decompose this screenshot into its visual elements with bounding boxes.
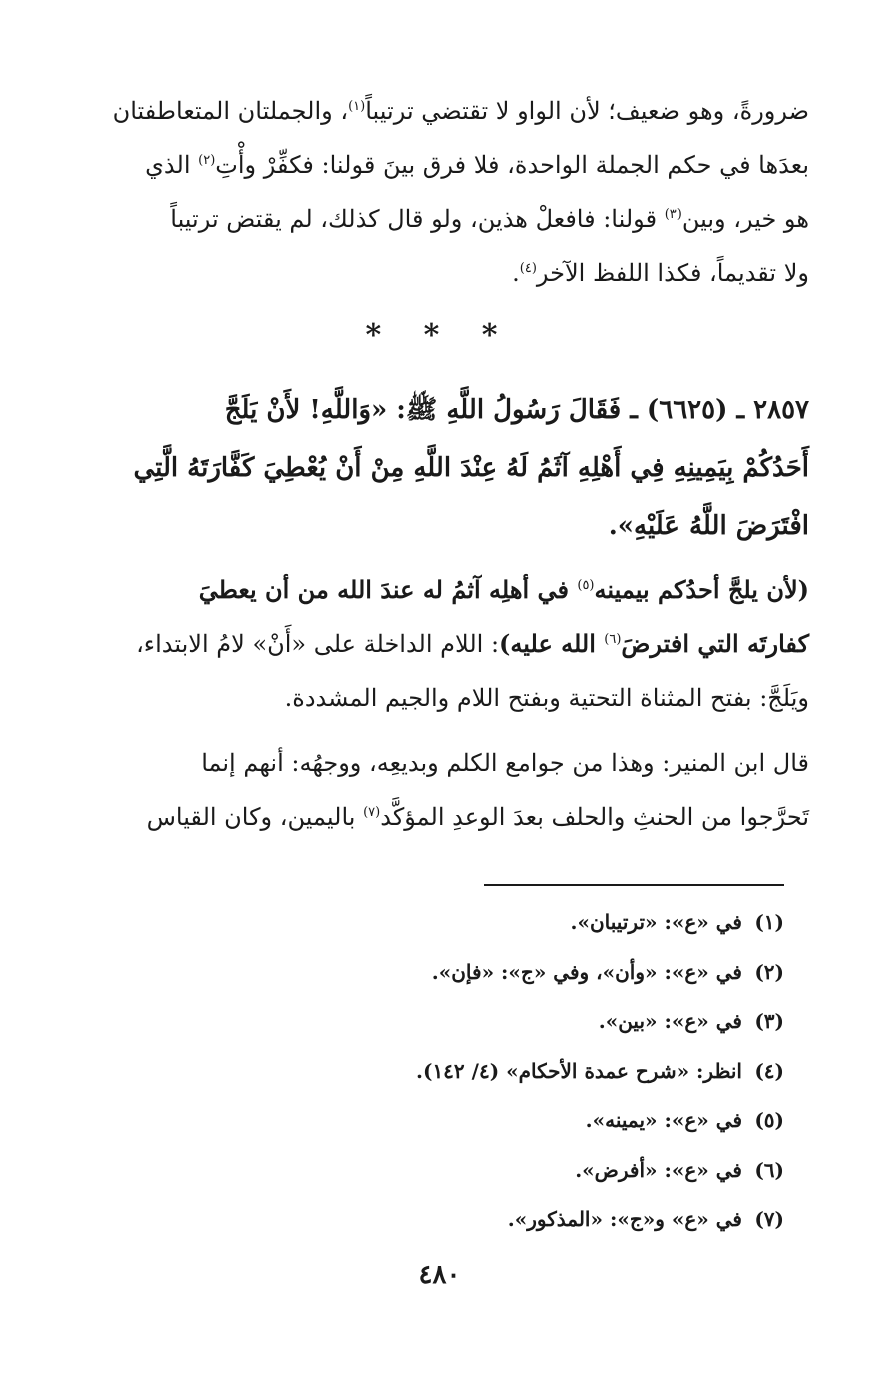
- paragraph-commentary-2: [70, 563, 809, 725]
- text-line: أَحَدُكُمْ بِيَمِينِهِ فِي أَهْلِهِ آثَمُ لَهُ عِنْدَ اللَّهِ مِنْ أَنْ يُعْطِيَ كَفَّارَتَهُ الَّتِي: [133, 453, 809, 483]
- text-segment: تَحرَّجوا من الحنثِ والحلف بعدَ الوعدِ المؤكَّد: [380, 803, 809, 831]
- footnote-ref: (٤): [519, 261, 537, 276]
- text-line: [70, 246, 809, 300]
- footnote-text: في «ع»: «بين».: [598, 1009, 742, 1033]
- text-line: [70, 138, 809, 192]
- footnote-ref: (٣): [664, 207, 682, 222]
- text-segment: ضرورةً، وهو ضعيف؛ لأن الواو لا تقتضي ترتيباً: [365, 97, 809, 125]
- text-line: [70, 192, 809, 246]
- text-line: [70, 563, 809, 617]
- footnote-ref: (٧): [363, 805, 381, 820]
- footnote-ref: (١): [348, 99, 366, 114]
- footnote-text: في «ع»: «وأن»، وفي «ج»: «فإن».: [431, 959, 742, 984]
- section-separator: * * *: [365, 318, 514, 353]
- hadith-text: [70, 381, 809, 555]
- text-line: [70, 84, 809, 138]
- footnote-item: [70, 905, 784, 955]
- text-segment: بعدَها في حكم الجملة الواحدة، فلا فرق بينَ قولنا: فكفِّرْ وأْتِ: [215, 151, 809, 179]
- footnote-item: [70, 1054, 784, 1104]
- footnote-text: في «ع»: «أفرض».: [575, 1157, 742, 1182]
- footnote-number: (٤): [754, 1058, 784, 1083]
- text-segment: هو خير، وبين: [681, 205, 809, 233]
- text-segment: .: [512, 259, 520, 287]
- footnote-text: في «ع»: «يمينه».: [585, 1108, 742, 1132]
- quoted-hadith: (لأن يلجَّ أحدُكم بيمينه: [594, 575, 809, 604]
- footnote-text: في «ع»: «ترتيبان».: [570, 910, 742, 934]
- footnote-item: [70, 1103, 784, 1153]
- text-segment: ولا تقديماً، فكذا اللفظ الآخر: [536, 259, 809, 287]
- quoted-hadith: كفارتَه التي افترضَ: [621, 629, 809, 658]
- footnote-item: [70, 1153, 784, 1203]
- footnote-ref: (٥): [577, 578, 595, 593]
- text-segment: : اللام الداخلة على «أَنْ» لامُ الابتداء،: [136, 630, 500, 658]
- text-line: افْتَرَضَ اللَّهُ عَلَيْهِ».: [608, 511, 809, 541]
- text-line: [70, 617, 809, 671]
- footnote-item: [70, 1004, 784, 1054]
- quoted-hadith: الله عليه): [499, 629, 605, 658]
- footnote-text: انظر: «شرح عمدة الأحكام» (٤/ ١٤٢).: [416, 1058, 742, 1083]
- text-line: [70, 790, 809, 844]
- footnote-number: (٥): [754, 1108, 784, 1132]
- footnote-ref: (٢): [198, 153, 216, 168]
- footnote-item: [70, 1202, 784, 1252]
- footnote-divider: [484, 884, 784, 886]
- footnote-number: (٧): [754, 1207, 784, 1231]
- footnote-number: (٣): [754, 1009, 784, 1033]
- text-line: ٢٨٥٧ ـ (٦٦٢٥) ـ فَقَالَ رَسُولُ اللَّهِ ﷺ: «وَاللَّهِ! لأَنْ يَلَجَّ: [224, 395, 809, 425]
- footnote-number: (٦): [754, 1157, 784, 1182]
- footnotes-list: [70, 905, 784, 1252]
- footnote-number: (٢): [754, 959, 784, 984]
- footnote-item: [70, 955, 784, 1005]
- text-line: ويَلَجَّ: بفتح المثناة التحتية وبفتح اللام والجيم المشددة.: [284, 684, 809, 712]
- paragraph-commentary-1: [70, 84, 809, 300]
- paragraph-commentary-3: [70, 736, 809, 844]
- page-number: ٤٨٠: [418, 1260, 461, 1290]
- text-segment: باليمين، وكان القياس: [146, 803, 364, 831]
- text-segment: الذي: [145, 151, 199, 179]
- text-segment: قولنا: فافعلْ هذين، ولو قال كذلك، لم يقتض ترتيباً: [170, 205, 665, 233]
- footnote-ref: (٦): [604, 632, 622, 647]
- footnote-number: (١): [754, 910, 784, 934]
- quoted-hadith: في أهلِه آثمُ له عندَ الله من أن يعطيَ: [198, 575, 578, 604]
- footnote-text: في «ع» و«ج»: «المذكور».: [507, 1207, 742, 1231]
- text-line: قال ابن المنير: وهذا من جوامع الكلم وبديعِه، ووجهُه: أنهم إنما: [201, 749, 809, 777]
- text-segment: ، والجملتان المتعاطفتان: [112, 97, 349, 125]
